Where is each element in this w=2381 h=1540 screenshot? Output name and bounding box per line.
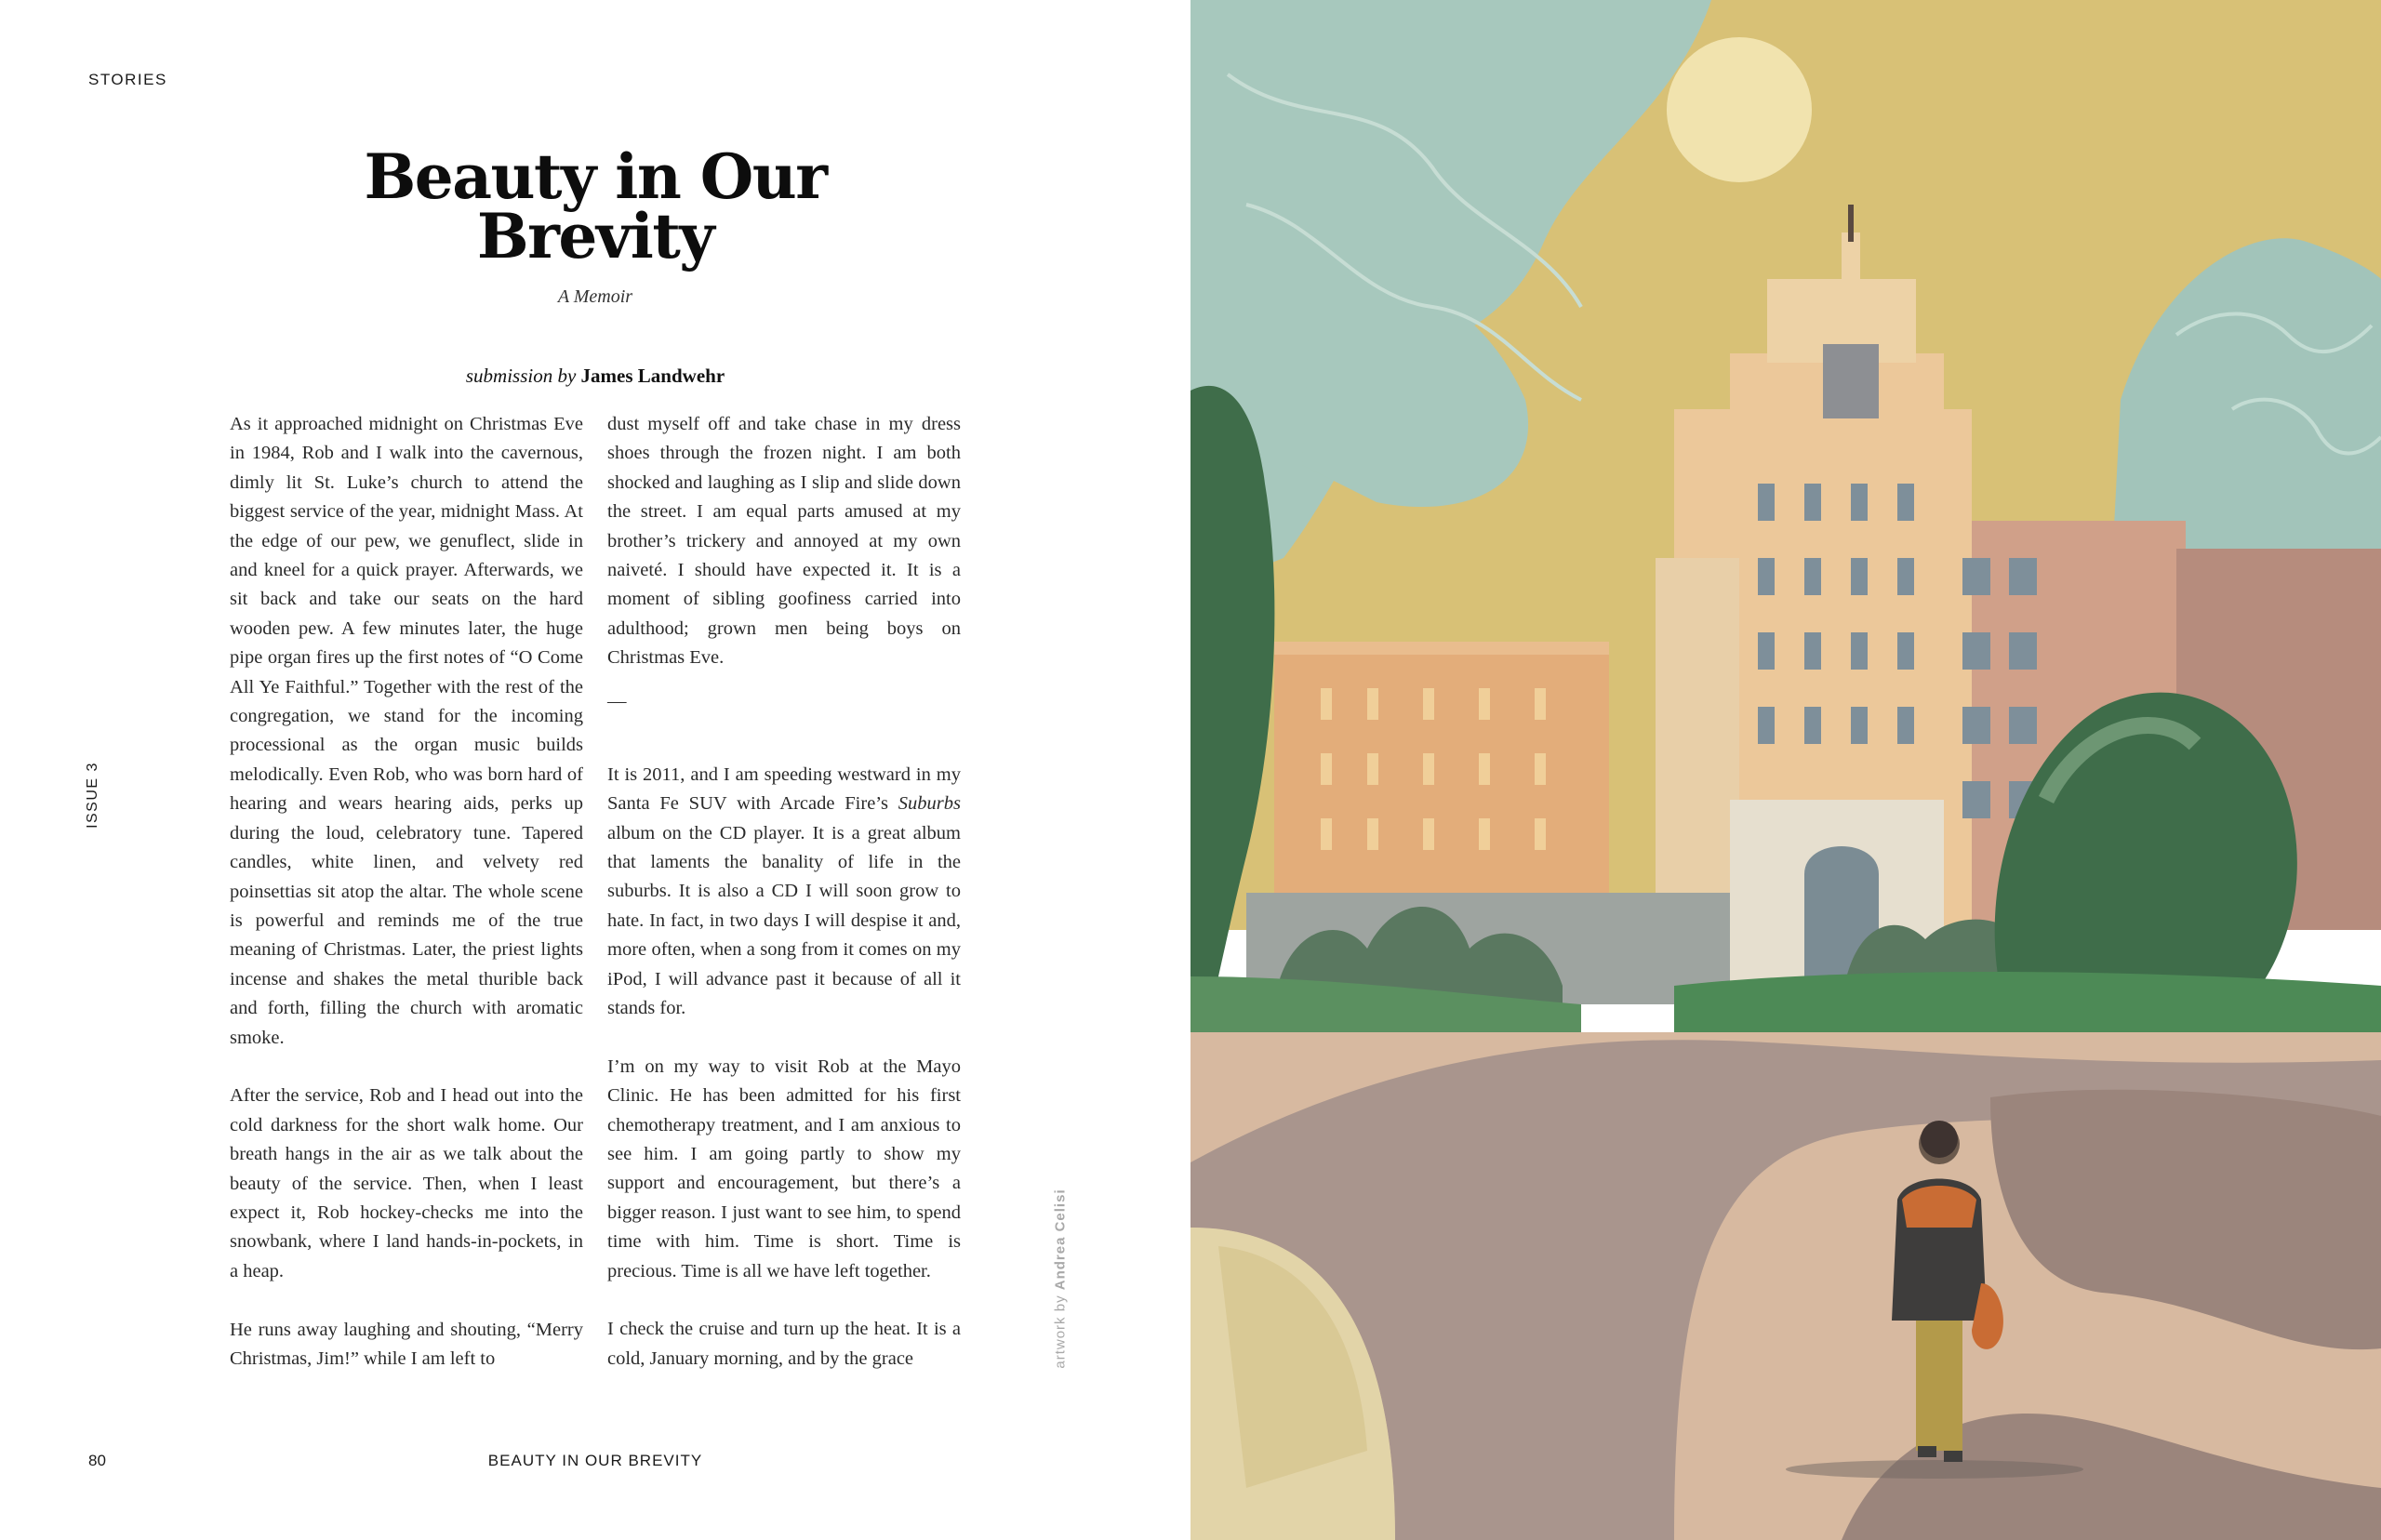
paragraph: As it approached midnight on Christmas Eve in 1984, Rob and I walk into the cavernous, dimly lit St. Luke’s church to attend the biggest service of the year, midnight Mass. At the edge of our pew, we genuflect, slide in and kneel for a quick prayer. Afterwards, we sit back and take our seats on the hard wooden pew. A few minutes later, the huge pipe organ fires up the first notes of “O Come All Ye Faithful.” Together with the rest of the congregation, we stand for the incoming processional as the organ music builds melodically. Even Rob, who was born hard of hearing and wears hearing aids, perks up during the loud, celebratory tune. Tapered candles, white linen, and velvety red poinsettias sit atop the altar. The whole scene is powerful and reminds me of the true meaning of Christmas. Later, the priest lights incense and shakes the metal thurible back and forth, filling the church with aromatic smoke. [230, 414, 583, 1048]
author-name: James Landwehr [580, 365, 725, 387]
paragraph: dust myself off and take chase in my dress shoes through the frozen night. I am both shocked and laughing as I slip and slide down the street. I am equal parts amused at my brother’s trickery and annoyed at my own naiveté. I should have expected it. It is a moment of sibling goofiness carried into adulthood; grown men being boys on Christmas Eve. [607, 414, 961, 669]
artwork-credit [1053, 1188, 1069, 1368]
paragraph-text: album on the CD player. It is a great album that laments the banality of life in the suburbs. It is also a CD I will soon grow to hate. In fact, in two days I will despise it and, more often, when a song from it comes on my iPod, I will advance past it because of all it stands for. [607, 822, 961, 1018]
credit-artist: Andrea Celisi [1052, 1188, 1069, 1291]
credit-prefix: artwork by [1052, 1294, 1069, 1369]
paragraph: After the service, Rob and I head out into the cold darkness for the short walk home. Our breath hangs in the air as we talk about the beauty of the service. Then, when I least expect it, Rob hockey-checks me into the snowbank, where I land hands-in-pockets, in a heap. [230, 1085, 583, 1281]
section-label: STORIES [88, 71, 167, 88]
section-separator: — [607, 691, 627, 712]
paragraph: I check the cruise and turn up the heat. It is a cold, January morning, and by the grace [607, 1319, 961, 1369]
paragraph: I’m on my way to visit Rob at the Mayo Clinic. He has been admitted for his first chemotherapy treatment, and I am anxious to see him. I am going partly to show my support and encouragement, but there’s a bigger reason. I just want to see him, to spend time with him. Time is short. Time is precious. Time is all we have left together. [607, 1055, 961, 1281]
body-column-right [607, 410, 961, 1374]
article-page [0, 0, 1190, 1540]
running-title: BEAUTY IN OUR BREVITY [487, 1452, 703, 1469]
page-number: 80 [88, 1452, 106, 1469]
lawn [1674, 972, 2381, 1042]
paragraph [607, 761, 961, 1024]
issue-label: ISSUE 3 [85, 762, 100, 829]
article-subtitle: A Memoir [557, 286, 633, 307]
moon [1667, 37, 1812, 182]
byline [372, 365, 818, 388]
illustration-city-building [1190, 0, 2381, 1540]
album-title: Suburbs [898, 793, 961, 815]
article-title: Beauty in Our Brevity [364, 140, 827, 272]
body-column-left [230, 410, 583, 1374]
paragraph: He runs away laughing and shouting, “Merry Christmas, Jim!” while I am left to [230, 1319, 583, 1369]
byline-prefix: submission by [465, 365, 577, 387]
paragraph-text: It is 2011, and I am speeding westward in my Santa Fe SUV with Arcade Fire’s [607, 763, 961, 815]
